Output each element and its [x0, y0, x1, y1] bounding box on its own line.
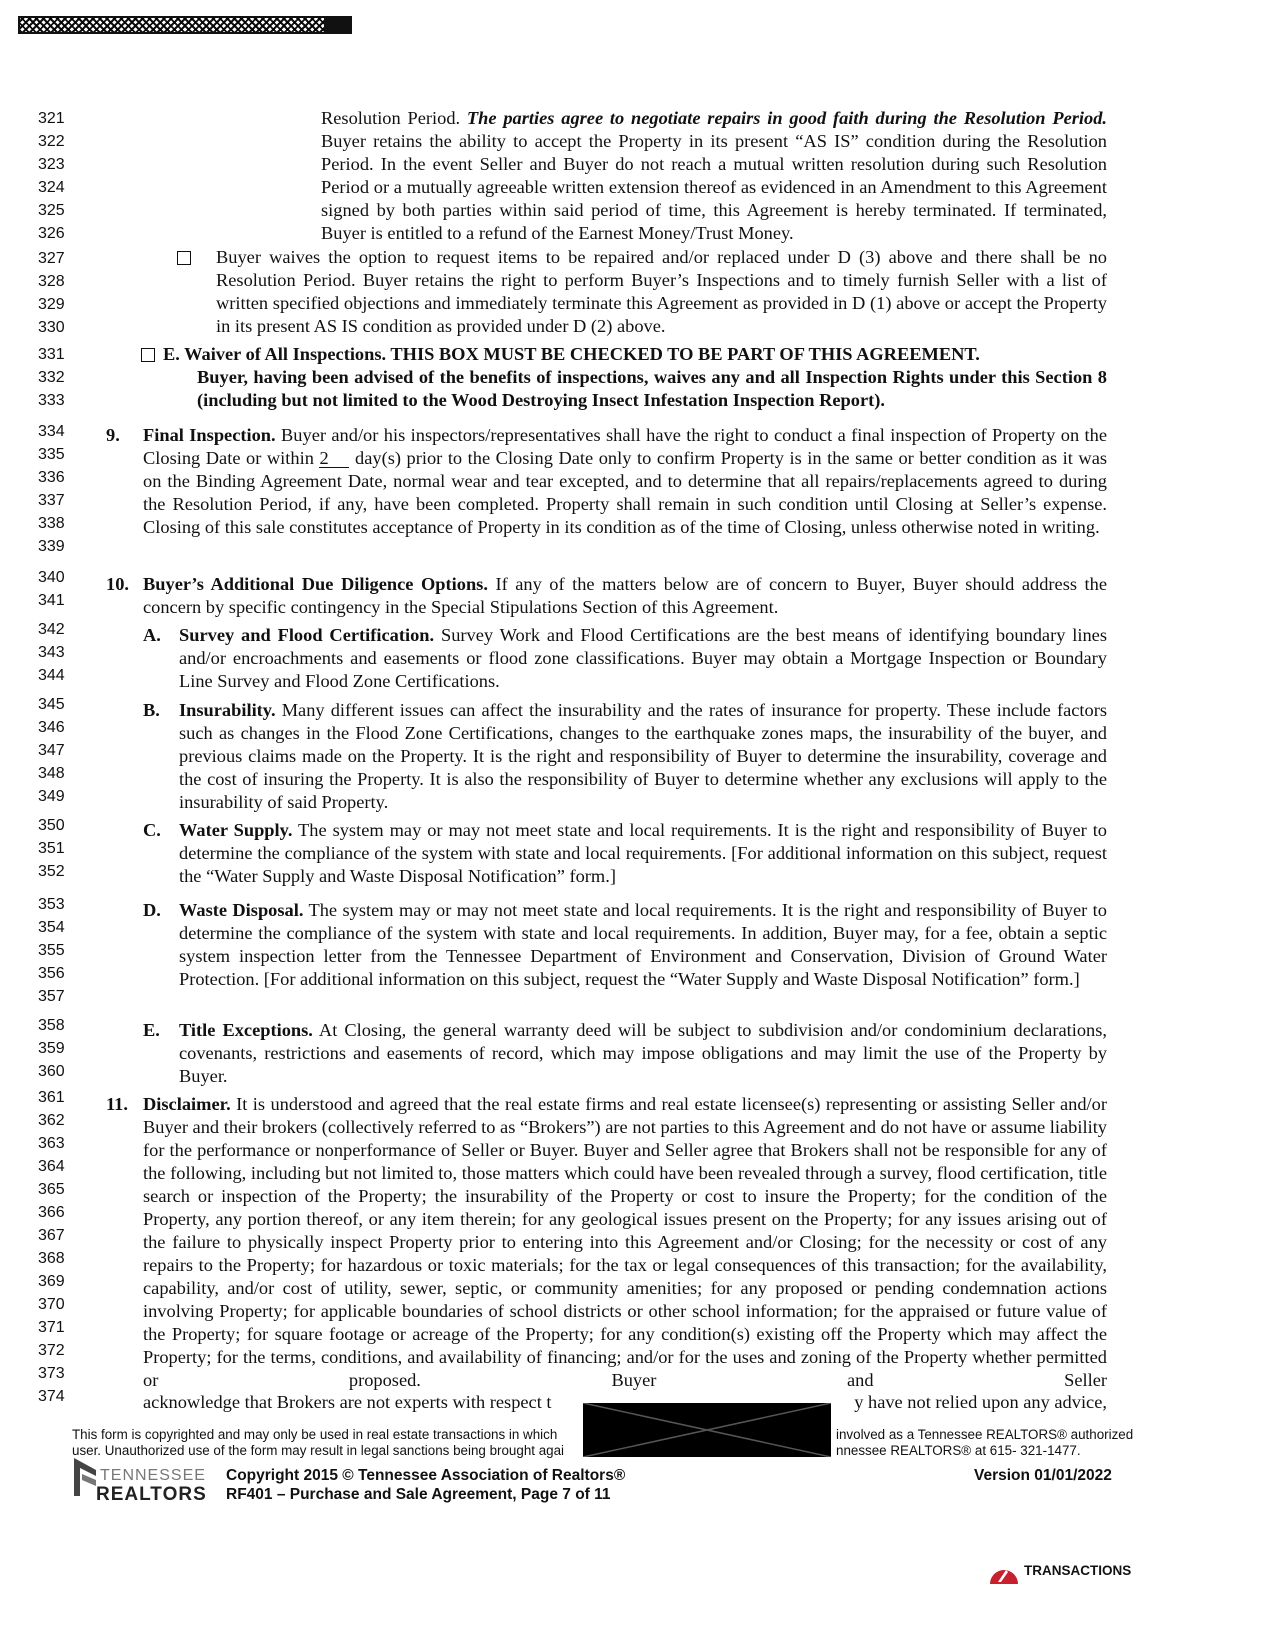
section-11-text: It is understood and agreed that the real estate firms and real estate licensee(s) representing or assisting Seller and/or Buyer and their brokers (collectively referred to as “Brokers”) are not parties to this Agreement and do not have or assume liability for the performance or nonperformance of Seller or Buyer. Buyer and Seller agree that Brokers shall not be responsible for any of the following, including but not limited to, those matters which could have been revealed through a survey, flood certification, title search or inspection of the Property; the insurability of the Property or cost to insure the Property; for the condition of the Property, any portion thereof, or any item therein; for any geological issues present on the Property; for any issues arising out of the failure to physically inspect Property prior to entering into this Agreement and/or Closing; for the necessity or cost of any repairs to the Property; for hazardous or toxic materials; for the tax or legal consequences of this transaction; for the availability, capability, and/or cost of utility, sewer, septic, or community amenities; for any proposed or pending condemnation actions involving Property; for applicable boundaries of school districts or other school information; for the appraised or future value of the Property; for square footage or acreage of the Property; for any condition(s) existing off the Property which may affect the Property; for the terms, conditions, and availability of financing; and/or for the uses and zoning of the Property whether permitted or proposed. Buyer and Seller: [143, 1094, 1107, 1390]
section-9-text-b: day(s) prior to the Closing Date only to confirm Property is in the same or better condition as it was on the Binding Agreement Date, normal wear and tear excepted, and to determine that all repairs/replacements agreed to during the Resolution Period, if any, have been completed. Property shall remain in such condition until Closing at Seller’s expense. Closing of this sale constitutes acceptance of Property in its condition as of the time of Closing, unless otherwise noted in writing.: [143, 448, 1108, 537]
item-e-title: Title Exceptions.: [179, 1020, 313, 1040]
line-number: 363: [38, 1135, 65, 1152]
resolution-lead: Resolution Period.: [321, 108, 467, 128]
line-number: 362: [38, 1112, 65, 1129]
item-a-title: Survey and Flood Certification.: [179, 625, 435, 645]
line-number: 337: [38, 492, 65, 509]
line-number: 355: [38, 942, 65, 959]
section-10-number: 10.: [106, 574, 129, 594]
line-number: 322: [38, 133, 65, 150]
line-number: 348: [38, 765, 65, 782]
item-b-text: Many different issues can affect the insurability and the rates of insurance for property. These include factors such as changes in the Flood Zone Certifications, changes to the earthquake zones maps, the insurability of the buyer, and previous claims made on the Property. It is the right and responsibility of Buyer to determine the insurability, coverage and the cost of insuring the Property. It is also the responsibility of Buyer to determine whether any exclusions will apply to the insurability of said Property.: [179, 700, 1107, 812]
version-label: Version 01/01/2022: [974, 1467, 1112, 1484]
line-number: 334: [38, 423, 65, 440]
line-number: 357: [38, 988, 65, 1005]
item-d-title: Waste Disposal.: [179, 900, 304, 920]
copyright-line: Copyright 2015 © Tennessee Association of Realtors®: [226, 1467, 626, 1484]
item-d-waste-disposal: [179, 899, 1107, 991]
line-number: 356: [38, 965, 65, 982]
transactions-badge-text: TRANSACTIONS: [1024, 1563, 1132, 1578]
line-number: 368: [38, 1250, 65, 1267]
line-number: 332: [38, 369, 65, 386]
item-c-title: Water Supply.: [179, 820, 293, 840]
line-number: 321: [38, 110, 65, 127]
final-inspection-days-field[interactable]: 2: [319, 449, 349, 468]
line-number: 344: [38, 667, 65, 684]
footer-notice-line1-right: involved as a Tennessee REALTORS® authorized: [836, 1427, 1134, 1442]
item-b-letter: B.: [143, 700, 160, 720]
section-e-heading: E. Waiver of All Inspections. THIS BOX MUST BE CHECKED TO BE PART OF THIS AGREEMENT.: [163, 344, 980, 364]
line-number: 336: [38, 469, 65, 486]
section-9-title: Final Inspection.: [143, 425, 276, 445]
section-10-title: Buyer’s Additional Due Diligence Options.: [143, 574, 488, 594]
section-9-text-a: Buyer and/or his inspectors/representatives shall have the right to conduct a final inspection of Property on the Closing Date or within: [143, 425, 1108, 468]
line-number: 340: [38, 569, 65, 586]
item-e-letter: E.: [143, 1020, 160, 1040]
resolution-period-paragraph: [321, 107, 1107, 245]
line-number: 329: [38, 296, 65, 313]
line-number: 351: [38, 840, 65, 857]
line-number: 370: [38, 1296, 65, 1313]
line-number: 331: [38, 346, 65, 363]
waiver-all-inspections-checkbox[interactable]: [141, 348, 155, 362]
line-number: 354: [38, 919, 65, 936]
item-c-text: The system may or may not meet state and local requirements. It is the right and responsibility of Buyer to determine the compliance of the system with state and local requirements. [For additional information on this subject, request the “Water Supply and Waste Disposal Notification” form.]: [179, 820, 1107, 886]
line-number: 342: [38, 621, 65, 638]
item-a-text: Survey Work and Flood Certifications are the best means of identifying boundary lines and/or encroachments and easements or flood zone classifications. Buyer may obtain a Mortgage Inspection or Boundary Line Survey and Flood Zone Certifications.: [179, 625, 1108, 691]
line-number: 374: [38, 1388, 65, 1405]
line-number: 335: [38, 446, 65, 463]
form-title-line: RF401 – Purchase and Sale Agreement, Page 7 of 11: [226, 1486, 611, 1503]
line-number: 371: [38, 1319, 65, 1336]
section-10-intro: [143, 573, 1107, 619]
line-number: 359: [38, 1040, 65, 1057]
footer-notice-line1-left: This form is copyrighted and may only be used in real estate transactions in which: [72, 1427, 558, 1442]
resolution-good-faith: The parties agree to negotiate repairs in good faith during the Resolution Period.: [466, 108, 1107, 128]
line-number: 330: [38, 319, 65, 336]
redaction-box: [583, 1403, 831, 1457]
section-e-body: Buyer, having been advised of the benefits of inspections, waives any and all Inspection Rights under this Section 8 (including but not limited to the Wood Destroying Insect Infestation Inspection Report).: [197, 367, 1107, 410]
line-number: 366: [38, 1204, 65, 1221]
line-number: 358: [38, 1017, 65, 1034]
item-d-text: The system may or may not meet state and local requirements. It is the right and responsibility of Buyer to determine the compliance of the system with state and local requirements. In addition, Buyer may, for a fee, obtain a septic system inspection letter from the Tennessee Department of Environment and Conservation, Division of Ground Water Protection. [For additional information on this subject, request the “Water Supply and Waste Disposal Notification” form.]: [179, 900, 1107, 989]
footer-notice-line2-left: user. Unauthorized use of the form may result in legal sanctions being brought agai: [72, 1443, 565, 1458]
transactions-logo-icon: [988, 1560, 1020, 1584]
line-number: 360: [38, 1063, 65, 1080]
item-c-water-supply: [179, 819, 1107, 888]
line-number: 367: [38, 1227, 65, 1244]
redacted-header-mark: [18, 16, 352, 34]
line-number: 373: [38, 1365, 65, 1382]
resolution-rest: Buyer retains the ability to accept the Property in its present “AS IS” condition during the Resolution Period. In the event Seller and Buyer do not reach a mutual written resolution during such Resolution Period or a mutually agreeable written extension thereof as evidenced in an Amendment to this Agreement signed by both parties within said period of time, this Agreement is hereby terminated. If terminated, Buyer is entitled to a refund of the Earnest Money/Trust Money.: [321, 131, 1107, 243]
line-number: 325: [38, 202, 65, 219]
line-number: 343: [38, 644, 65, 661]
footer-notice-line2-right: nnessee REALTORS® at 615- 321-1477.: [836, 1443, 1081, 1458]
line-number: 346: [38, 719, 65, 736]
item-c-letter: C.: [143, 820, 161, 840]
line-number: 345: [38, 696, 65, 713]
item-d-letter: D.: [143, 900, 161, 920]
item-e-title-exceptions: [179, 1019, 1107, 1088]
item-b-title: Insurability.: [179, 700, 276, 720]
line-number: 323: [38, 156, 65, 173]
line-number: 328: [38, 273, 65, 290]
logo-tennessee-text: TENNESSEE: [100, 1467, 206, 1484]
section-11-disclaimer: [143, 1093, 1107, 1392]
waive-resolution-paragraph: Buyer waives the option to request items to be repaired and/or replaced under D (3) above and there shall be no Resolution Period. Buyer retains the right to perform Buyer’s Inspections and to timely furnish Seller with a list of written specified objections and immediately terminate this Agreement as provided in D (1) above or accept the Property in its present AS IS condition as provided under D (2) above.: [216, 247, 1107, 336]
line-number: 361: [38, 1089, 65, 1106]
line-number: 338: [38, 515, 65, 532]
line-number: 333: [38, 392, 65, 409]
line-number: 372: [38, 1342, 65, 1359]
section-11-title: Disclaimer.: [143, 1094, 231, 1114]
item-e-text: At Closing, the general warranty deed will be subject to subdivision and/or condominium declarations, covenants, restrictions and easements of record, which may impose obligations and may limit the use of the Property by Buyer.: [179, 1020, 1107, 1086]
section-11-last-line-left: acknowledge that Brokers are not experts with respect t: [143, 1392, 552, 1412]
section-9-number: 9.: [106, 425, 120, 445]
item-a-survey: [179, 624, 1107, 693]
line-number: 369: [38, 1273, 65, 1290]
line-number: 324: [38, 179, 65, 196]
line-number: 341: [38, 592, 65, 609]
logo-realtors-text: REALTORS: [96, 1484, 207, 1505]
item-a-letter: A.: [143, 625, 161, 645]
line-number: 339: [38, 538, 65, 555]
waive-resolution-checkbox[interactable]: [177, 251, 191, 265]
line-number: 350: [38, 817, 65, 834]
line-number: 364: [38, 1158, 65, 1175]
line-number: 365: [38, 1181, 65, 1198]
line-number: 349: [38, 788, 65, 805]
section-10-intro-text: If any of the matters below are of concern to Buyer, Buyer should address the concern by specific contingency in the Special Stipulations Section of this Agreement.: [143, 574, 1107, 617]
line-number: 326: [38, 225, 65, 242]
item-b-insurability: [179, 699, 1107, 814]
section-9-paragraph: [143, 424, 1107, 539]
line-number: 327: [38, 250, 65, 267]
line-number: 353: [38, 896, 65, 913]
line-number: 352: [38, 863, 65, 880]
line-number: 347: [38, 742, 65, 759]
section-11-number: 11.: [106, 1094, 128, 1114]
section-11-last-line-right: y have not relied upon any advice,: [854, 1392, 1107, 1412]
